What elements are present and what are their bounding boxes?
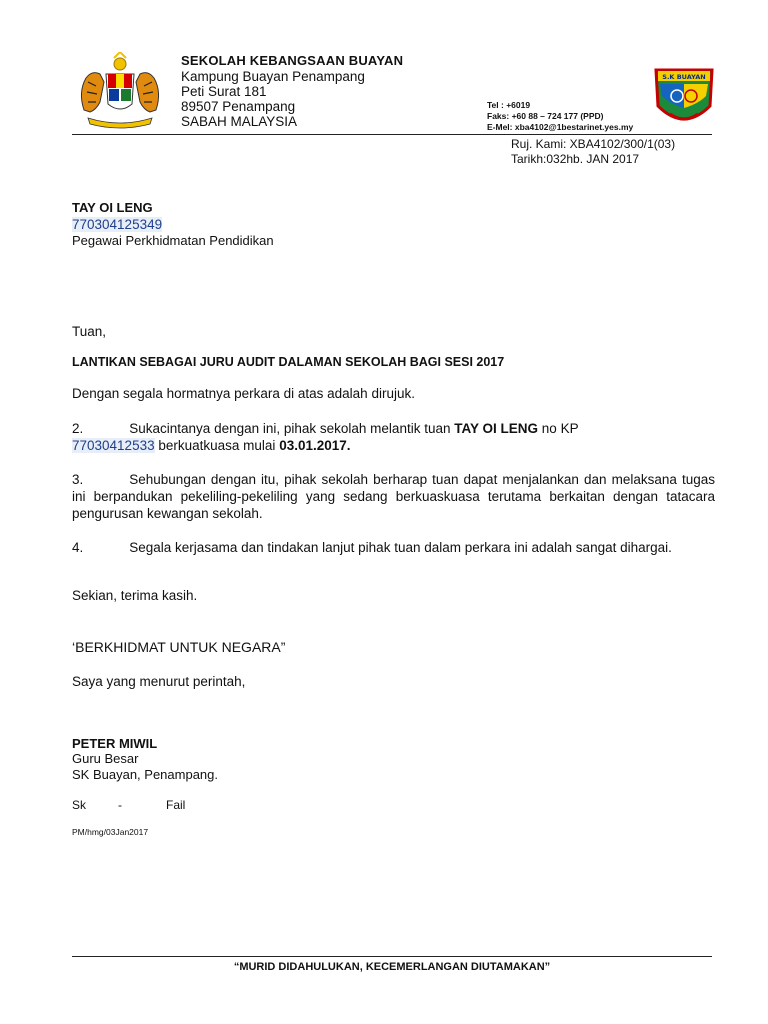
recipient-id: 770304125349 (72, 217, 163, 232)
paragraph-4-text: Segala kerjasama dan tindakan lanjut pihak tuan dalam perkara ini adalah sangat dihargai. (129, 540, 672, 555)
cc-fail: Fail (166, 798, 186, 812)
paragraph-2-text-a: Sukacintanya dengan ini, pihak sekolah melantik tuan (129, 421, 451, 436)
paragraph-2-text-c: berkuatkuasa mulai (158, 438, 276, 453)
address-line-2: Peti Surat 181 (181, 84, 267, 99)
paragraph-2-text-b: no KP (541, 421, 579, 436)
cc-sk: Sk (72, 798, 87, 812)
cc-dash: - (118, 798, 122, 812)
paragraph-3-number: 3. (72, 472, 84, 487)
recipient-name: TAY OI LENG (72, 200, 153, 215)
paragraph-2-kp: 77030412533 (72, 438, 155, 453)
footer-divider (72, 956, 712, 957)
closing-line: Sekian, terima kasih. (72, 588, 198, 603)
paragraph-2-name: TAY OI LENG (454, 421, 539, 436)
letter-date: Tarikh:032hb. JAN 2017 (511, 152, 640, 166)
school-logo-text: S.K BUAYAN (662, 73, 706, 81)
document-code: PM/hmg/03Jan2017 (72, 827, 149, 837)
school-name: SEKOLAH KEBANGSAAN BUAYAN (181, 53, 404, 68)
address-line-1: Kampung Buayan Penampang (181, 69, 365, 84)
paragraph-3 (72, 471, 715, 522)
signatory-org: SK Buayan, Penampang. (72, 767, 218, 782)
reference-number: Ruj. Kami: XBA4102/300/1(03) (511, 137, 676, 151)
school-logo (652, 66, 716, 132)
paragraph-2-date: 03.01.2017. (279, 438, 351, 453)
sign-off: Saya yang menurut perintah, (72, 674, 246, 689)
letter-subject: LANTIKAN SEBAGAI JURU AUDIT DALAMAN SEKOLAH BAGI SESI 2017 (72, 355, 505, 369)
signatory-name: PETER MIWIL (72, 736, 158, 751)
recipient-title: Pegawai Perkhidmatan Pendidikan (72, 233, 274, 248)
email-address: E-Mel: xba4102@1bestarinet.yes.my (487, 122, 634, 132)
paragraph-1: Dengan segala hormatnya perkara di atas adalah dirujuk. (72, 386, 415, 401)
tel-number: Tel : +6019 (487, 100, 531, 110)
signatory-role: Guru Besar (72, 751, 139, 766)
fax-number: Faks: +60 88 – 724 177 (PPD) (487, 111, 604, 121)
slogan: ‘BERKHIDMAT UNTUK NEGARA” (72, 639, 286, 655)
paragraph-4-number: 4. (72, 540, 84, 555)
paragraph-2 (72, 420, 715, 454)
coat-of-arms-logo (70, 52, 170, 132)
address-line-3: 89507 Penampang (181, 99, 296, 114)
footer-motto: “MURID DIDAHULUKAN, KECEMERLANGAN DIUTAMAKAN” (233, 961, 551, 973)
paragraph-3-text: Sehubungan dengan itu, pihak sekolah berharap tuan dapat menjalankan dan melaksana tugas ini berpandukan pekeliling-pekeliling yang sedang berkuaskuasa terutama berkaitan dengan tatacara pengurusan kewangan sekolah. (72, 472, 715, 521)
address-line-4: SABAH MALAYSIA (181, 114, 298, 129)
salutation: Tuan, (72, 324, 107, 339)
paragraph-4 (72, 539, 715, 556)
letterhead-divider (72, 134, 712, 135)
paragraph-2-number: 2. (72, 421, 84, 436)
